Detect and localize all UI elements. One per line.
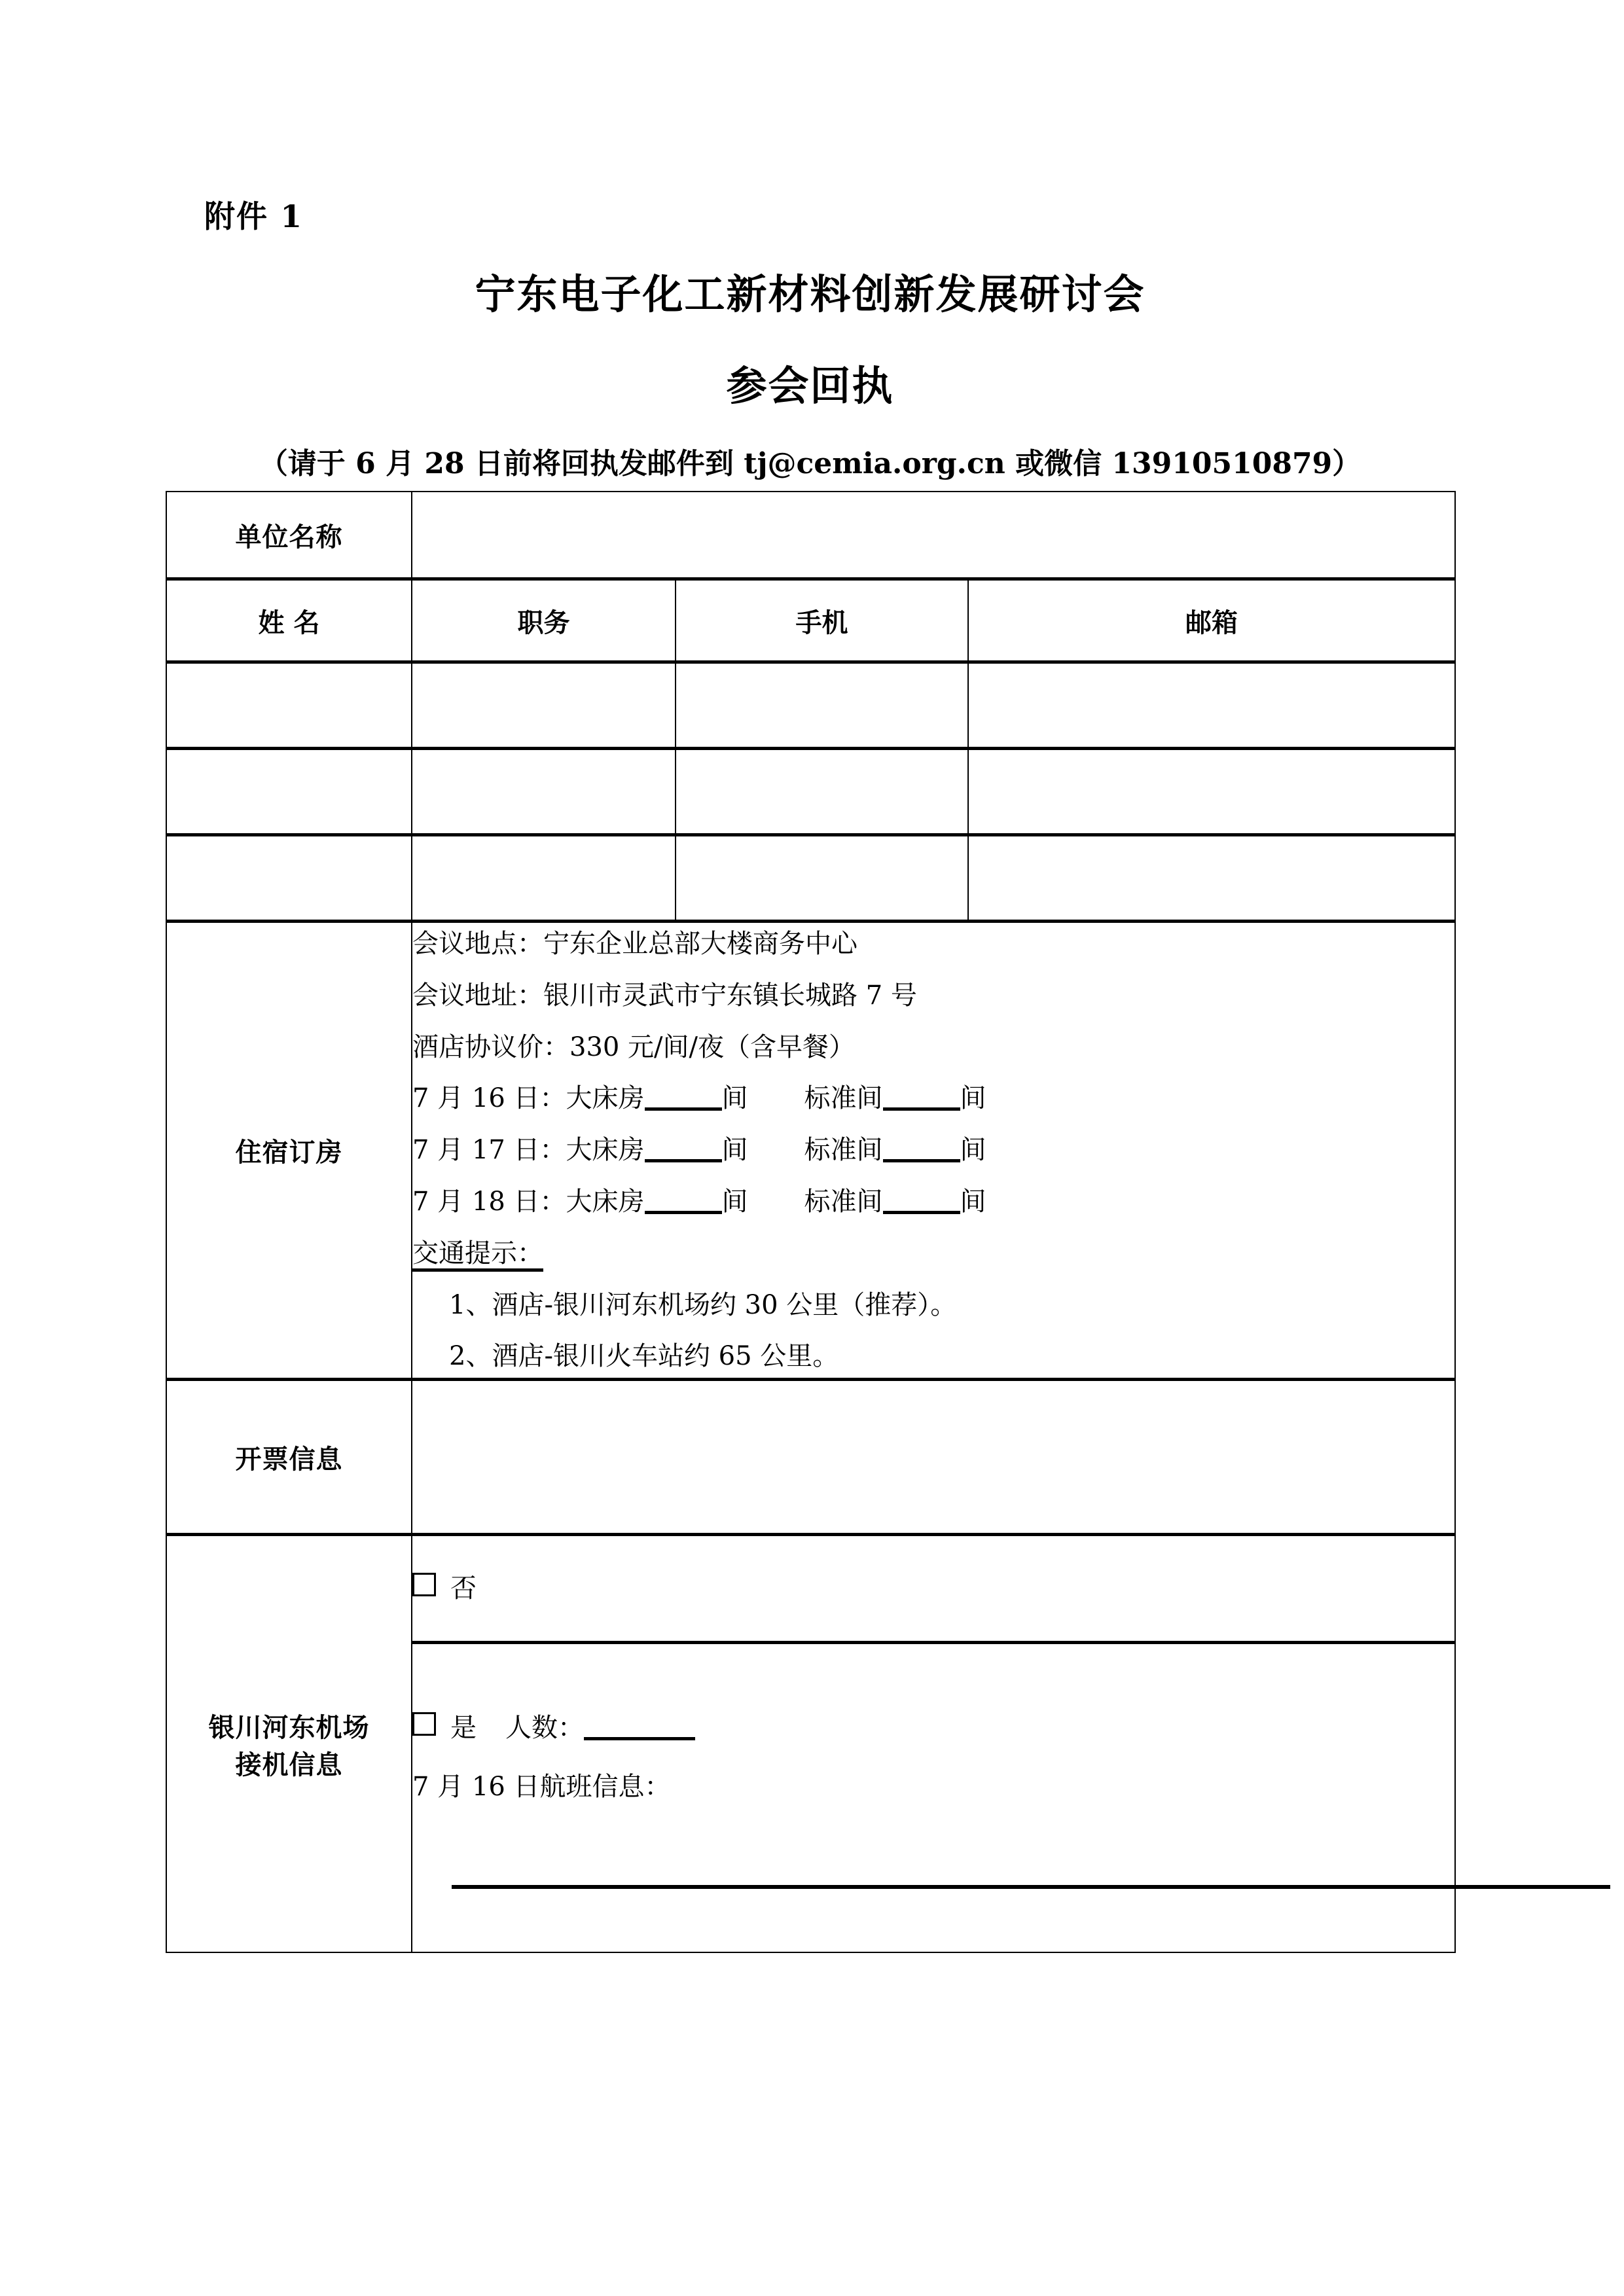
- person-name-cell[interactable]: [166, 835, 412, 922]
- unit-name-input-cell[interactable]: [412, 492, 1455, 579]
- page-subtitle-heading: 参会回执: [726, 362, 894, 410]
- invoice-label: 开票信息: [166, 1380, 412, 1535]
- room-standard-label-0716: 标准间: [804, 1083, 883, 1114]
- room-row-0718: [412, 1181, 1454, 1223]
- room-unit-0717-b: 间: [960, 1135, 986, 1166]
- pickup-label-line2: 接机信息: [235, 1749, 343, 1780]
- person-mobile-cell[interactable]: [676, 835, 968, 922]
- table-row-lodging: [166, 922, 1455, 1380]
- pickup-option-yes-label: 是: [450, 1713, 477, 1744]
- room-unit-0716-b: 间: [960, 1083, 986, 1114]
- table-row: [166, 749, 1455, 835]
- person-title-cell[interactable]: [412, 835, 676, 922]
- room-big-bed-blank-0717[interactable]: [645, 1159, 722, 1162]
- room-big-bed-blank-0718[interactable]: [645, 1211, 722, 1214]
- flight-info-blank[interactable]: [452, 1885, 1610, 1889]
- table-row: [166, 662, 1455, 749]
- person-name-cell[interactable]: [166, 662, 412, 749]
- person-title-cell[interactable]: [412, 749, 676, 835]
- lodging-details-cell: [412, 922, 1455, 1380]
- room-standard-blank-0716[interactable]: [883, 1107, 960, 1111]
- registration-form-table: [166, 491, 1456, 1953]
- person-email-cell[interactable]: [968, 749, 1455, 835]
- room-unit-0717-a: 间: [721, 1135, 748, 1166]
- table-row: [166, 835, 1455, 922]
- flight-info-line: [412, 1766, 1454, 1808]
- room-standard-label-0717: 标准间: [804, 1135, 883, 1166]
- room-standard-blank-0717[interactable]: [883, 1159, 960, 1162]
- table-row-pickup-no: [166, 1535, 1455, 1643]
- pickup-yes-line: [412, 1707, 1454, 1749]
- column-header-email: 邮箱: [968, 579, 1455, 662]
- lodging-price: 酒店协议价：330 元/间/夜（含早餐）: [412, 1031, 856, 1062]
- person-name-cell[interactable]: [166, 749, 412, 835]
- invoice-input-cell[interactable]: [412, 1380, 1455, 1535]
- person-email-cell[interactable]: [968, 835, 1455, 922]
- pickup-label-line1: 银川河东机场: [208, 1712, 370, 1743]
- person-mobile-cell[interactable]: [676, 749, 968, 835]
- room-unit-0716-a: 间: [721, 1083, 748, 1114]
- traffic-tip-railway: 2、酒店-银川火车站约 65 公里。: [449, 1341, 839, 1372]
- headcount-blank[interactable]: [584, 1737, 695, 1740]
- column-header-name: 姓 名: [166, 579, 412, 662]
- traffic-tips-heading: 交通提示：: [412, 1238, 543, 1268]
- person-mobile-cell[interactable]: [676, 662, 968, 749]
- room-big-bed-blank-0716[interactable]: [645, 1107, 722, 1111]
- room-unit-0718-a: 间: [721, 1186, 748, 1217]
- flight-info-label: 7 月 16 日航班信息：: [412, 1772, 671, 1803]
- lodging-address: 会议地址：银川市灵武市宁东镇长城路 7 号: [412, 980, 917, 1011]
- room-row-0716: [412, 1077, 1454, 1120]
- room-unit-0718-b: 间: [960, 1186, 986, 1217]
- column-header-mobile: 手机: [676, 579, 968, 662]
- room-date-0717: 7 月 17 日：大床房: [412, 1135, 645, 1166]
- table-row-invoice: [166, 1380, 1455, 1535]
- lodging-venue: 会议地点：宁东企业总部大楼商务中心: [412, 929, 857, 959]
- page-title: 宁东电子化工新材料创新发展研讨会: [475, 270, 1146, 318]
- table-row-unit-name: [166, 492, 1455, 579]
- submission-instructions: （请于 6 月 28 日前将回执发邮件到 tj@cemia.org.cn 或微信 13910510879）: [259, 447, 1362, 480]
- checkbox-yes[interactable]: [412, 1712, 436, 1736]
- traffic-tip-airport: 1、酒店-银川河东机场约 30 公里（推荐）。: [449, 1289, 957, 1320]
- pickup-label: [166, 1535, 412, 1953]
- lodging-label: 住宿订房: [166, 922, 412, 1380]
- person-title-cell[interactable]: [412, 662, 676, 749]
- person-email-cell[interactable]: [968, 662, 1455, 749]
- unit-name-label: 单位名称: [166, 492, 412, 579]
- table-row-person-header: [166, 579, 1455, 662]
- headcount-label: 人数：: [505, 1713, 584, 1744]
- room-date-0716: 7 月 16 日：大床房: [412, 1083, 645, 1114]
- attachment-label: 附件 1: [204, 199, 304, 235]
- room-date-0718: 7 月 18 日：大床房: [412, 1186, 645, 1217]
- room-standard-blank-0718[interactable]: [883, 1211, 960, 1214]
- room-standard-label-0718: 标准间: [804, 1186, 883, 1217]
- column-header-title: 职务: [412, 579, 676, 662]
- checkbox-no[interactable]: [412, 1573, 436, 1596]
- room-row-0717: [412, 1129, 1454, 1172]
- pickup-option-no-label: 否: [450, 1573, 477, 1604]
- pickup-option-yes-cell[interactable]: [412, 1643, 1455, 1953]
- pickup-option-no-cell[interactable]: [412, 1535, 1455, 1643]
